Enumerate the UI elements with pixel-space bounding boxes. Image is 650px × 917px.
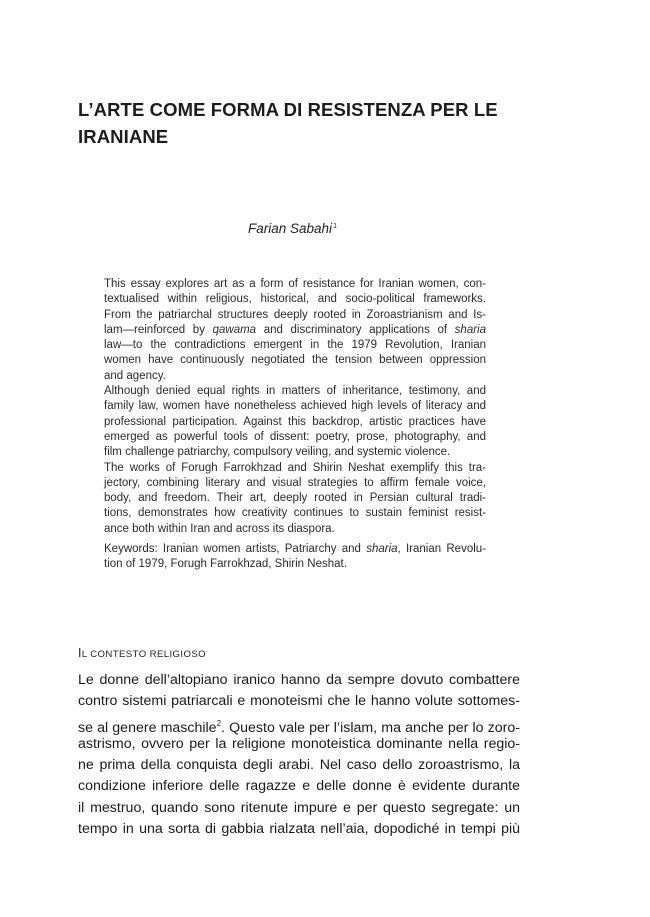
abstract-line: From the patriarchal structures deeply rooted in Zoroastrianism and Is- [104, 308, 486, 321]
abstract-line: ance both within Iran and across its diaspora. [104, 522, 335, 535]
abstract-line: lam—reinforced by qawama and discriminatory applications of sharia [104, 323, 486, 336]
abstract-line: This essay explores art as a form of resistance for Iranian women, con- [104, 278, 486, 290]
abstract-line: textualised within religious, historical, and socio-political frameworks. [104, 293, 486, 306]
chapter-title-line-2: IRANIANE [78, 126, 169, 147]
abstract [104, 277, 486, 537]
body-line-with-footnote [78, 713, 520, 734]
abstract-line: family law, women have nonetheless achieved high levels of literacy and [104, 400, 486, 413]
section-heading [78, 646, 206, 660]
abstract-line: and agency. [104, 369, 166, 382]
author-footnote-mark[interactable]: 1 [333, 223, 337, 230]
abstract-line: law—to the contradictions emergent in the 1979 Revolution, Iranian [104, 339, 486, 352]
body-line: tempo in una sorta di gabbia rialzata nell’aia, dopodiché in tempi più [78, 821, 520, 838]
body-line: condizione inferiore delle ragazze e delle donne è evidente durante [78, 778, 520, 795]
abstract-line: jectory, combining literary and visual strategies to affirm female voice, [104, 476, 486, 489]
author-name: Farian Sabahi [248, 221, 333, 236]
body-line: il mestruo, quando sono ritenute impure e per questo segregate: un [78, 799, 520, 816]
body-line: ne prima della conquista degli arabi. Nel caso dello zoroastrismo, la [78, 757, 520, 774]
abstract-line: women have continuously negotiated the tension between oppression [104, 354, 486, 367]
abstract-line: The works of Forugh Farrokhzad and Shirin Neshat exemplify this tra- [104, 461, 486, 474]
abstract-line: Although denied equal rights in matters of inheritance, testimony, and [104, 385, 486, 398]
chapter-title-line-1: L’ARTE COME FORMA DI RESISTENZA PER LE [78, 99, 498, 120]
body-line: astrismo, ovvero per la religione monoteistica dominante nella regio- [78, 735, 520, 752]
abstract-line: film challenge patriarchy, compulsory veiling, and systemic violence. [104, 446, 451, 459]
abstract-line: emerged as powerful tools of dissent: poetry, prose, photography, and [104, 430, 486, 443]
body-line-part: . Questo vale per l’islam, ma anche per lo zoro- [221, 719, 520, 736]
keywords-line-2: tion of 1979, Forugh Farrokhzad, Shirin Neshat. [104, 558, 347, 571]
keywords [104, 542, 486, 573]
keywords-line-1: Keywords: Iranian women artists, Patriarchy and sharia, Iranian Revolu- [104, 543, 486, 555]
section-heading-initial: I [78, 646, 82, 660]
author-line [248, 221, 337, 236]
body-line-part: se al genere maschile [78, 719, 217, 736]
abstract-line: tions, demonstrates how creativity continues to sustain feminist resist- [104, 507, 486, 520]
section-heading-rest: L CONTESTO RELIGIOSO [81, 649, 206, 660]
footnote-mark[interactable]: 2 [216, 718, 222, 728]
abstract-line: professional participation. Against this backdrop, artistic practices have [104, 415, 486, 428]
body-line: contro sistemi patriarcali e monoteismi che le hanno volute sottomes- [78, 693, 520, 710]
chapter-title [78, 96, 578, 150]
body-line: Le donne dell’altopiano iranico hanno da sempre dovuto combattere [78, 672, 520, 688]
body-text [78, 670, 520, 840]
abstract-line: body, and freedom. Their art, deeply rooted in Persian cultural tradi- [104, 492, 486, 505]
